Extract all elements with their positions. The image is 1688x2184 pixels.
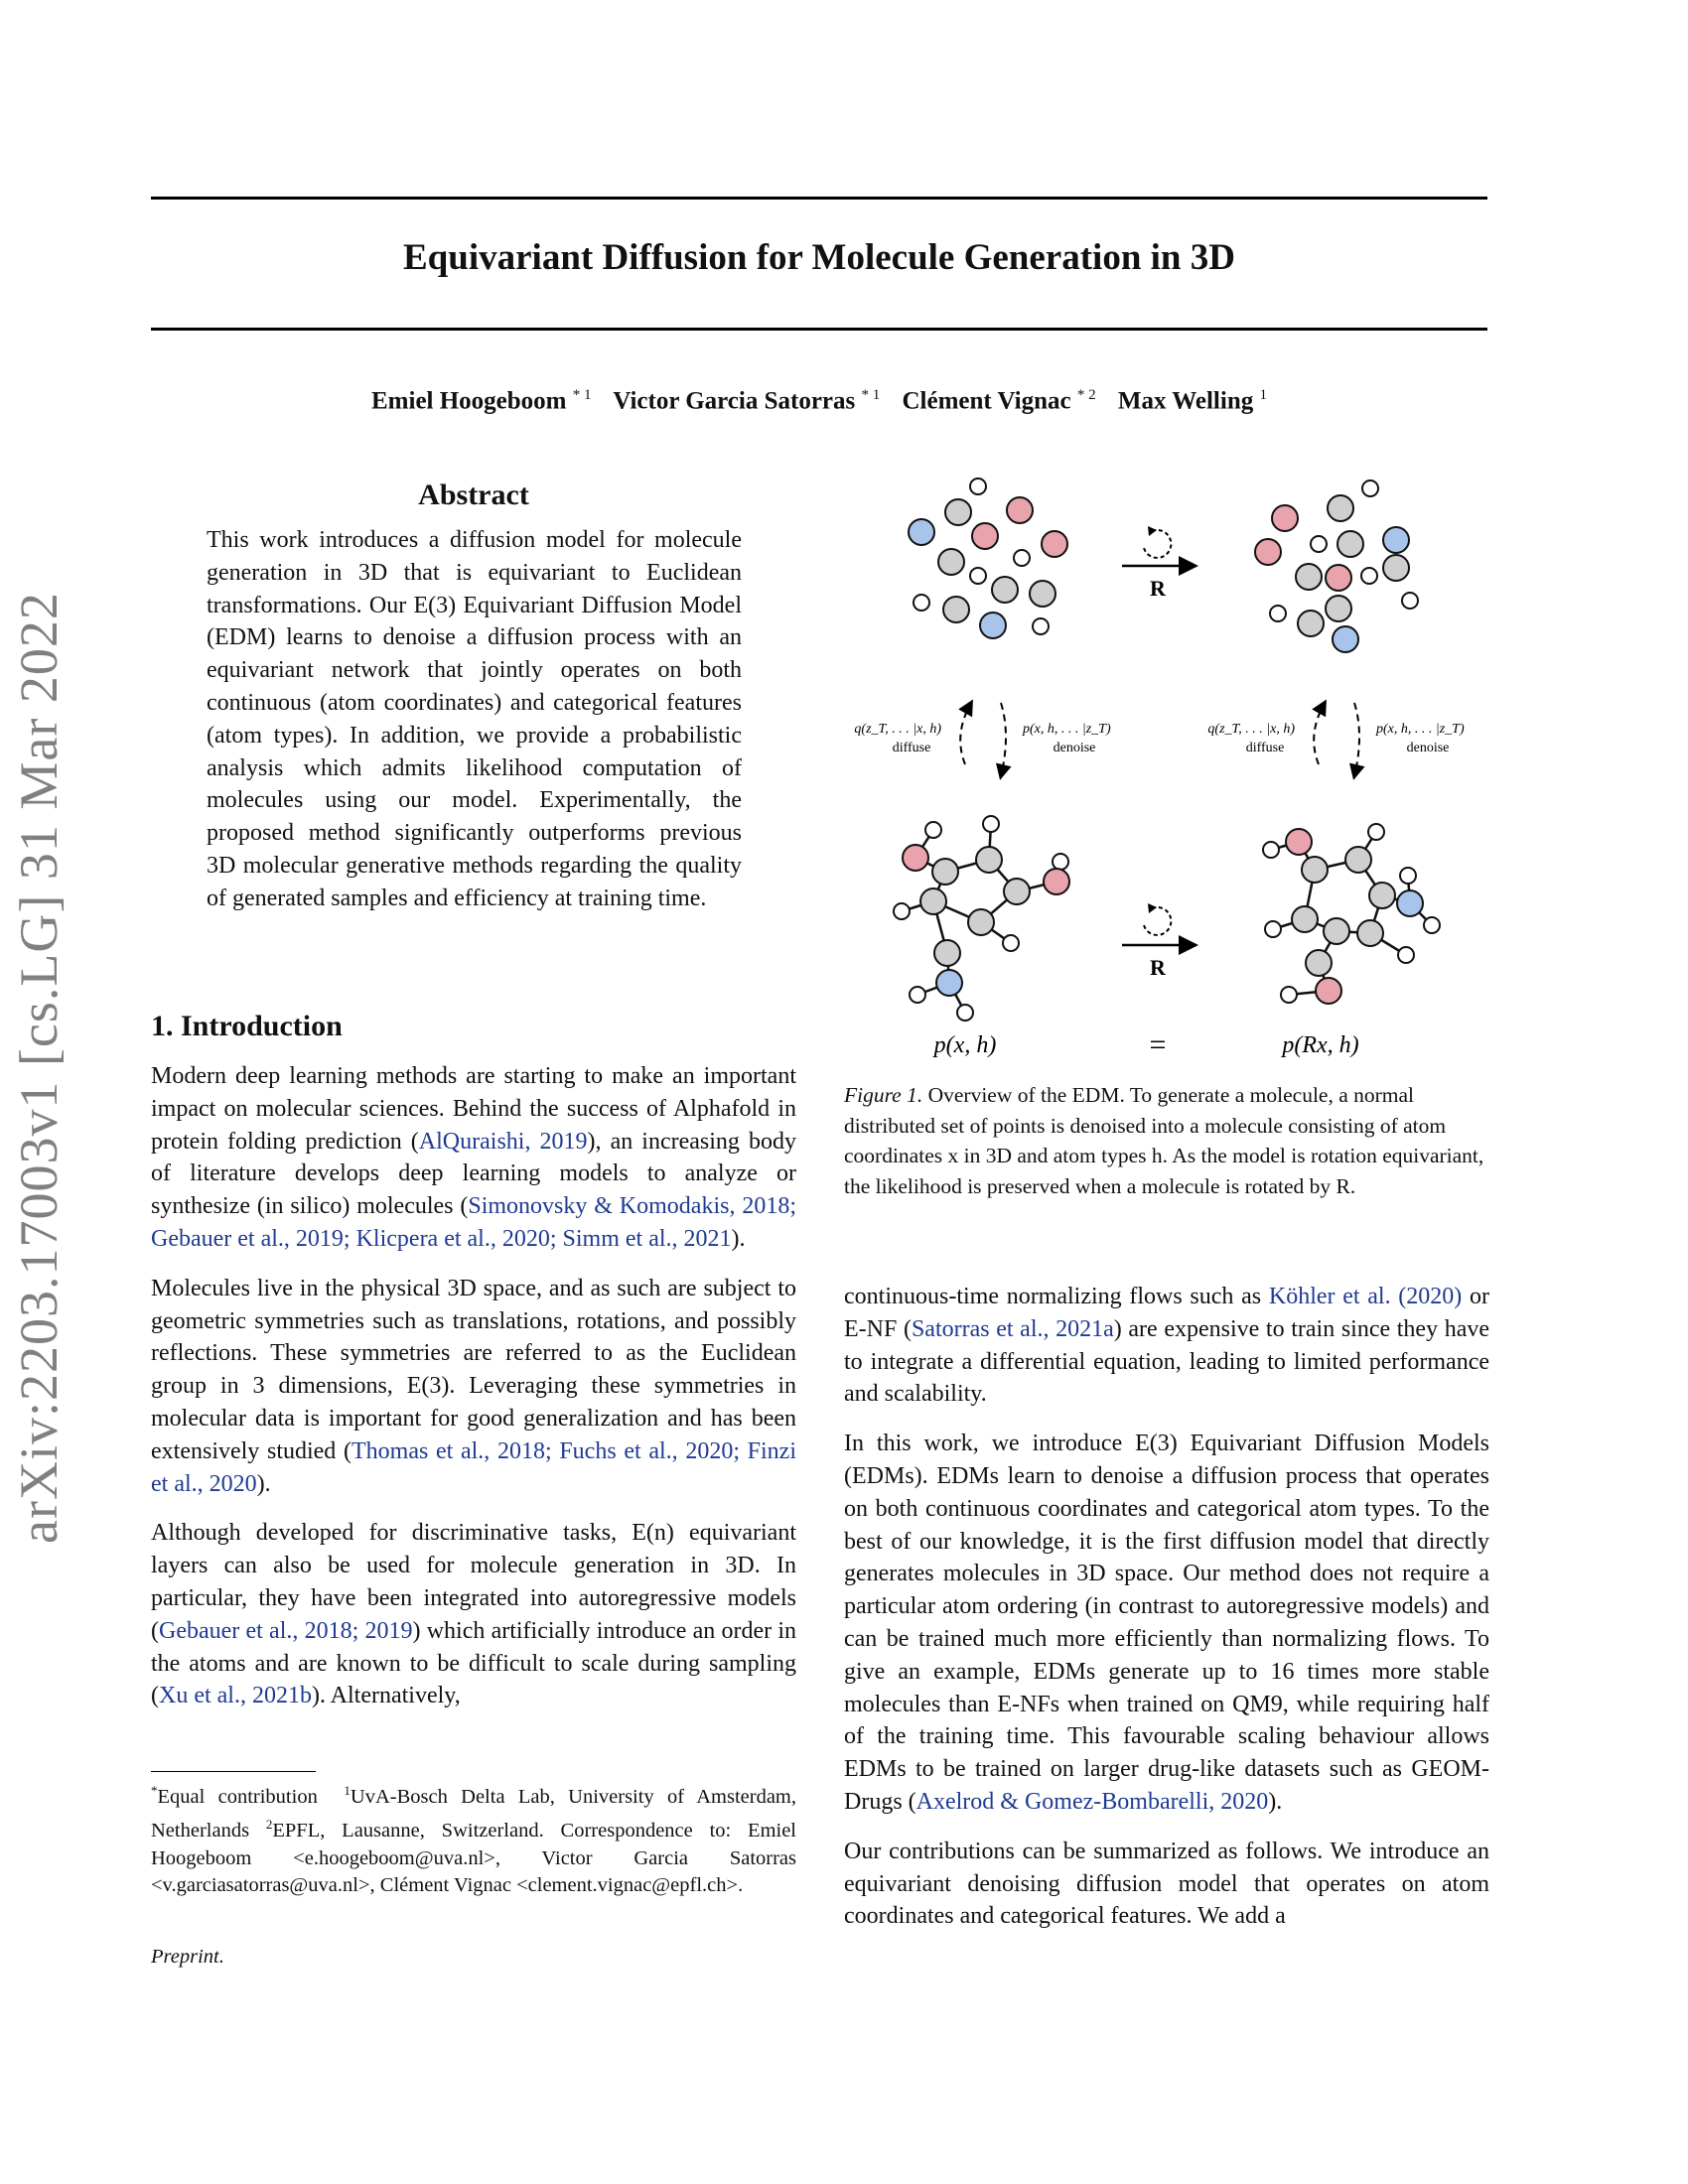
diffusion-arrows-left: [854, 703, 1111, 776]
citation-link[interactable]: Thomas et al., 2018; Fuchs et al., 2020; Finzi et al., 2020: [151, 1437, 796, 1497]
atom: [1316, 978, 1341, 1004]
hydrogen-atom: [1270, 606, 1286, 621]
atom: [945, 499, 971, 525]
intro-paragraph: Our contributions can be summarized as follows. We introduce an equivariant denoising diffusion model that operates on atom coordinates and categorical features. We add a: [844, 1838, 1489, 1930]
footnote: *Equal contribution $^1$UvA-Bosch Delta Lab, University of Amsterdam, Netherlands $^2$EPFL, Lausanne, Switzerland. Correspondence to: Emiel Hoogeboom <e.hoogeboom@uva.nl>, Victor Garcia Satorras <v.garciasatorras@uva.nl>, Clément Vignac <clement.vignac@epfl.ch>.: [151, 1783, 796, 1897]
edm-overview-figure: [834, 467, 1489, 1072]
atom: [1302, 857, 1328, 883]
hydrogen-atom: [970, 478, 986, 494]
author-name: Max Welling: [1117, 387, 1254, 415]
atom: [980, 613, 1006, 638]
atom: [1030, 581, 1055, 607]
author-affiliation: 1: [1259, 387, 1267, 403]
author-name: Emiel Hoogeboom: [371, 387, 567, 415]
author-affiliation: * 2: [1076, 387, 1096, 403]
hydrogen-atom: [1281, 987, 1297, 1003]
hydrogen-atom: [1362, 480, 1378, 496]
arxiv-identifier: arXiv:2203.17003v1 [cs.LG] 31 Mar 2022: [9, 592, 69, 1544]
denoise-formula: p(x, h, . . . |z_T): [1376, 722, 1465, 737]
title-rule-bottom: [151, 328, 1487, 331]
diffuse-label: diffuse: [892, 741, 931, 755]
rotation-arrow-top: [1122, 526, 1194, 601]
footnote-rule: [151, 1771, 316, 1772]
citation-link[interactable]: AlQuraishi, 2019: [418, 1128, 588, 1155]
left-column: [151, 1060, 796, 1729]
hydrogen-atom: [1263, 842, 1279, 858]
title-rule-top: [151, 197, 1487, 200]
hydrogen-atom: [1033, 618, 1049, 634]
atom: [1326, 596, 1351, 621]
diffusion-arrows-right: [1207, 703, 1465, 776]
diffuse-formula: q(z_T, . . . |x, h): [854, 722, 941, 737]
noise-point-cloud-right: [1255, 480, 1418, 652]
diffuse-formula: q(z_T, . . . |x, h): [1207, 722, 1295, 737]
equals-sign: =: [1149, 1028, 1167, 1061]
denoise-label: denoise: [1406, 741, 1450, 755]
atom: [1042, 531, 1067, 557]
intro-paragraph: Although developed for discriminative tasks, E(n) equivariant layers can also be used for molecule generation in 3D. In particular, they have been integrated into autoregressive models (Gebauer et al., 2018; 2019) which artificially introduce an order in the atoms and are known to be difficult to scale during sampling (Xu et al., 2021b). Alternatively,: [151, 1520, 796, 1709]
hydrogen-atom: [957, 1005, 973, 1021]
intro-paragraph: Modern deep learning methods are starting to make an important impact on molecular sciences. Behind the success of Alphafold in protein folding prediction (AlQuraishi, 2019), an increasing body of literature develops deep learning models to analyze or synthesize (in silico) molecules (Simonovsky & Komodakis, 2018; Gebauer et al., 2019; Klicpera et al., 2020; Simm et al., 2021).: [151, 1063, 796, 1252]
citation-link[interactable]: Simonovsky & Komodakis, 2018; Gebauer et al., 2019; Klicpera et al., 2020; Simm et al., 2021: [151, 1193, 796, 1252]
noise-point-cloud-left: [909, 478, 1067, 638]
rotation-label: R: [1150, 576, 1166, 601]
atom: [972, 523, 998, 549]
citation-link[interactable]: Axelrod & Gomez-Bombarelli, 2020: [915, 1788, 1269, 1815]
rotation-label: R: [1150, 955, 1166, 980]
author-affiliation: * 1: [861, 387, 881, 403]
hydrogen-atom: [894, 903, 910, 919]
citation-link[interactable]: Köhler et al. (2020): [1268, 1284, 1463, 1309]
atom: [932, 859, 958, 885]
hydrogen-atom: [970, 568, 986, 584]
hydrogen-atom: [1400, 868, 1416, 884]
atom: [943, 597, 969, 622]
hydrogen-atom: [914, 595, 929, 611]
atom: [968, 909, 994, 935]
abstract-text: This work introduces a diffusion model for molecule generation in 3D that is equivariant to Euclidean transformations. Our E(3) Equivariant Diffusion Model (EDM) learns to denoise a diffusion process with an equivariant network that jointly operates on both continuous (atom coordinates) and categorical features (atom types). In addition, we provide a probabilistic analysis which admits likelihood computation of molecules using our model. Experimentally, the proposed method significantly outperforms previous 3D molecular generative methods regarding the quality of generated samples and efficiency at training time.: [207, 527, 742, 911]
atom: [1298, 611, 1324, 636]
section-heading: 1. Introduction: [151, 1010, 343, 1042]
preprint-note: Preprint.: [151, 1946, 224, 1968]
likelihood-left: p(x, h): [933, 1032, 997, 1058]
hydrogen-atom: [1424, 917, 1440, 933]
rotation-arrow-bottom: [1122, 903, 1194, 980]
citation-link[interactable]: Gebauer et al., 2018; 2019: [159, 1617, 413, 1644]
atom: [1286, 829, 1312, 855]
hydrogen-atom: [925, 822, 941, 838]
hydrogen-atom: [1265, 921, 1281, 937]
atom: [1357, 920, 1383, 946]
atom: [1255, 539, 1281, 565]
hydrogen-atom: [1003, 935, 1019, 951]
atom: [1044, 869, 1069, 894]
hydrogen-atom: [1311, 536, 1327, 552]
author-name: Victor Garcia Satorras: [613, 387, 856, 415]
denoise-formula: p(x, h, . . . |z_T): [1023, 722, 1111, 737]
citation-link[interactable]: Satorras et al., 2021a: [911, 1315, 1114, 1342]
atom: [1292, 906, 1318, 932]
denoise-label: denoise: [1053, 741, 1096, 755]
intro-paragraph: Molecules live in the physical 3D space, and as such are subject to geometric symmetries such as translations, rotations, and possibly reflections. These symmetries are referred to as the Euclidean group in 3 dimensions, E(3). Leveraging these symmetries in molecular data is important for good generalization and has been extensively studied (Thomas et al., 2018; Fuchs et al., 2020; Finzi et al., 2020).: [151, 1275, 796, 1497]
atom: [936, 970, 962, 996]
atom: [1007, 497, 1033, 523]
hydrogen-atom: [1361, 568, 1377, 584]
intro-paragraph: continuous-time normalizing flows such as Köhler et al. (2020) or E-NF (Satorras et al., 2021a) are expensive to train since they have to integrate a differential equation, leading to limited performance and scalability.: [844, 1284, 1490, 1408]
atom: [1328, 495, 1353, 521]
hydrogen-atom: [910, 987, 925, 1003]
atom: [934, 940, 960, 966]
molecule-left: [894, 816, 1069, 1021]
atom: [903, 845, 928, 871]
molecule-right: [1263, 824, 1440, 1004]
atom: [1333, 626, 1358, 652]
abstract-heading: Abstract: [418, 478, 529, 511]
author-affiliation: * 1: [572, 387, 592, 403]
atom: [1383, 527, 1409, 553]
atom: [1369, 883, 1395, 908]
right-column: [844, 1281, 1489, 1950]
atom: [1326, 565, 1351, 591]
hydrogen-atom: [1402, 593, 1418, 609]
hydrogen-atom: [1398, 947, 1414, 963]
atom: [1296, 564, 1322, 590]
figure-label: Figure 1.: [844, 1083, 923, 1107]
intro-paragraph: In this work, we introduce E(3) Equivariant Diffusion Models (EDMs). EDMs learn to denoise a diffusion process that operates on both continuous coordinates and categorical atom types. To the best of our knowledge, it is the first diffusion model that directly generates molecules in 3D space. Our method does not require a particular atom ordering (in contrast to autoregressive models) and can be trained much more efficiently than normalizing flows. To give an example, EDMs generate up to 16 times more stable molecules than E-NFs when trained on QM9, while requiring half of the training time. This favourable scaling behaviour allows EDMs to be trained on larger drug-like datasets such as GEOM-Drugs (Axelrod & Gomez-Bombarelli, 2020).: [844, 1431, 1489, 1815]
atom: [1345, 847, 1371, 873]
atom: [992, 577, 1018, 603]
paper-title: Equivariant Diffusion for Molecule Generation in 3D: [403, 237, 1235, 278]
atom: [938, 549, 964, 575]
author-list: [151, 387, 1487, 415]
atom: [1324, 918, 1349, 944]
atom: [1306, 950, 1332, 976]
diffuse-label: diffuse: [1245, 741, 1285, 755]
hydrogen-atom: [1368, 824, 1384, 840]
atom: [1383, 555, 1409, 581]
citation-link[interactable]: Xu et al., 2021b: [159, 1683, 312, 1709]
hydrogen-atom: [1014, 550, 1030, 566]
hydrogen-atom: [983, 816, 999, 832]
atom: [920, 888, 946, 914]
atom: [1337, 531, 1363, 557]
atom: [1272, 505, 1298, 531]
atom: [1397, 890, 1423, 916]
atom: [976, 847, 1002, 873]
author-name: Clément Vignac: [902, 387, 1071, 415]
likelihood-right: p(Rx, h): [1282, 1032, 1359, 1058]
figure-caption: Figure 1. Overview of the EDM. To generate a molecule, a normal distributed set of points is denoised into a molecule consisting of atom coordinates x in 3D and atom types h. As the model is rotation equivariant, the likelihood is preserved when a molecule is rotated by R.: [844, 1083, 1484, 1198]
atom: [909, 519, 934, 545]
hydrogen-atom: [1053, 854, 1068, 870]
atom: [1004, 879, 1030, 904]
